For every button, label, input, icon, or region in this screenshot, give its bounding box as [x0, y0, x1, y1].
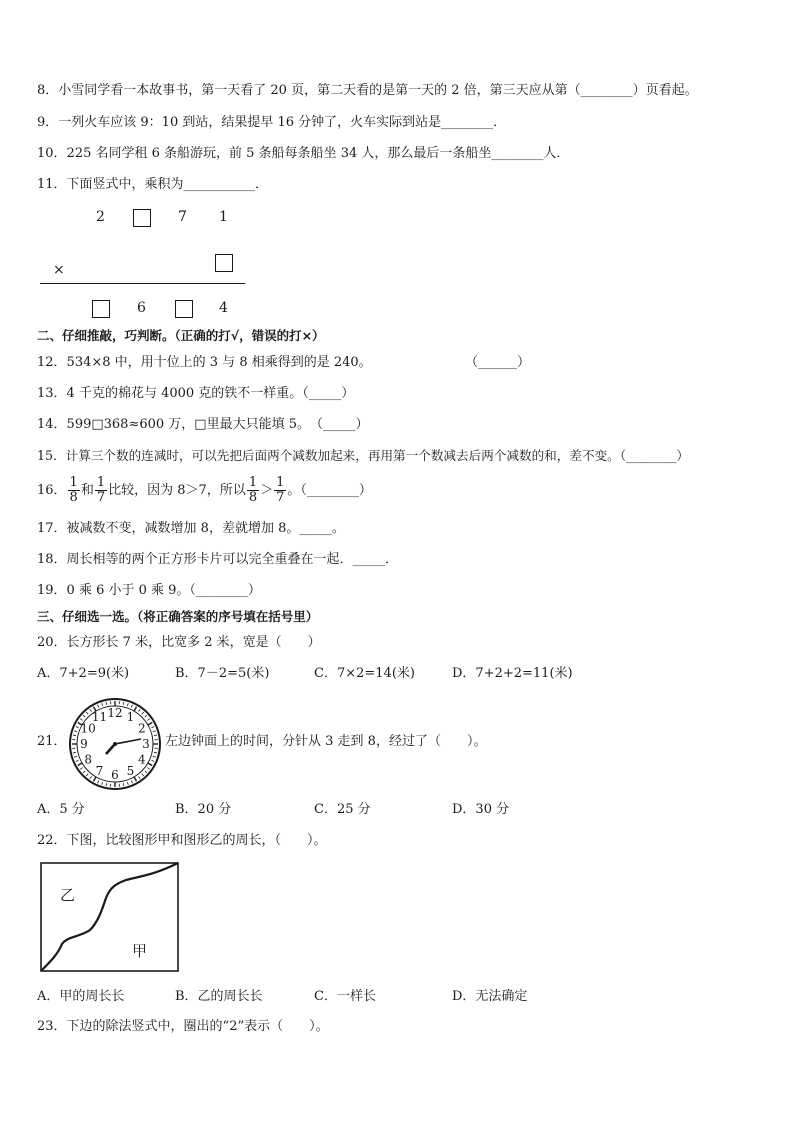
text: 比较，因为 8＞7，所以 — [108, 483, 246, 498]
fraction — [68, 476, 80, 505]
question-9: 9．一列火车应该 9：10 到站，结果提早 16 分钟了，火车实际到站是________． — [37, 115, 507, 130]
option-c: C．7×2=14(米) — [314, 666, 415, 681]
question-20: 20．长方形长 7 米，比宽多 2 米，宽是（ ） — [37, 635, 321, 650]
blank-box — [133, 209, 151, 227]
text: 。（________） — [287, 483, 372, 498]
option-a: A．5 分 — [37, 802, 85, 817]
question-14: 14．599□368≈600 万，□里最大只能填 5。 （_____） — [37, 417, 369, 432]
numerator: 1 — [69, 475, 78, 490]
question-18: 18．周长相等的两个正方形卡片可以完全重叠在一起．_____． — [37, 552, 399, 567]
denominator: 8 — [69, 490, 78, 505]
numerator: 1 — [248, 475, 258, 490]
clock-number: 6 — [111, 768, 119, 782]
shape-diagram — [40, 862, 180, 974]
label-jia: 甲 — [132, 942, 148, 960]
option-d: D．无法确定 — [452, 989, 528, 1004]
section-3-heading: 三、仔细选一选。（将正确答案的序号填在括号里） — [37, 609, 319, 624]
clock-number: 5 — [126, 763, 135, 778]
option-c: C．25 分 — [314, 802, 371, 817]
clock-number: 12 — [107, 706, 123, 720]
question-17: 17．被减数不变，减数增加 8，差就增加 8。_____。 — [37, 521, 345, 536]
digit: 1 — [219, 209, 228, 225]
digit: 4 — [219, 300, 228, 316]
question-23: 23．下边的除法竖式中，圈出的“2”表示（ ）。 — [37, 1019, 329, 1034]
clock-number: 9 — [80, 737, 88, 751]
clock-number: 8 — [84, 752, 92, 767]
denominator: 8 — [248, 490, 258, 505]
question-13: 13．4 千克的棉花与 4000 克的铁不一样重。（_____） — [37, 386, 355, 401]
question-16 — [37, 474, 372, 508]
denominator: 7 — [96, 490, 106, 505]
numerator: 1 — [96, 475, 106, 490]
option-b: B．20 分 — [175, 802, 232, 817]
question-22: 22．下图，比较图形甲和图形乙的周长，（ ）。 — [37, 833, 327, 848]
option-a: A．7+2=9(米) — [37, 666, 130, 681]
clock-number: 10 — [80, 721, 96, 736]
fraction — [247, 476, 259, 505]
equals-rule — [40, 283, 245, 284]
clock-number: 4 — [138, 752, 146, 767]
blank-box — [215, 254, 233, 272]
clock-number: 2 — [138, 721, 146, 736]
fraction — [95, 476, 107, 505]
option-a: A．甲的周长长 — [37, 989, 125, 1004]
question-21-text: 左边钟面上的时间，分针从 3 走到 8，经过了（ ）。 — [165, 734, 487, 749]
fraction — [274, 476, 286, 505]
question-15: 15．计算三个数的连减时，可以先把后面两个减数加起来，再用第一个数减去后两个减数的和，差不变。（________） — [37, 448, 690, 463]
clock-number: 3 — [142, 737, 150, 751]
question-21-number: 21． — [37, 734, 67, 749]
label-yi: 乙 — [60, 886, 76, 904]
question-12-blank: （______） — [465, 355, 531, 370]
denominator: 7 — [276, 490, 285, 505]
text: 和 — [80, 483, 94, 498]
question-11: 11．下面竖式中，乘积为___________． — [37, 177, 269, 192]
option-c: C．一样长 — [314, 989, 376, 1004]
digit: 7 — [178, 209, 187, 225]
numerator: 1 — [276, 475, 285, 490]
question-12: 12．534×8 中，用十位上的 3 与 8 相乘得到的是 240。 — [37, 355, 372, 370]
digit: 2 — [96, 209, 105, 225]
question-10: 10．225 名同学租 6 条船游玩，前 5 条船每条船坐 34 人，那么最后一条船坐________人． — [37, 146, 570, 161]
digit: 6 — [137, 300, 146, 316]
blank-box — [92, 300, 110, 318]
option-d: D．30 分 — [452, 802, 510, 817]
clock-number: 11 — [91, 710, 108, 725]
times-sign: × — [53, 262, 65, 278]
clock-number: 7 — [95, 763, 104, 778]
section-2-heading: 二、仔细推敲，巧判断。（正确的打√，错误的打×） — [37, 328, 325, 343]
clock-number: 1 — [126, 710, 135, 725]
text: ＞ — [260, 483, 274, 498]
option-b: B．乙的周长长 — [175, 989, 263, 1004]
option-b: B．7－2=5(米) — [175, 666, 270, 681]
option-d: D．7+2+2=11(米) — [452, 666, 573, 681]
question-number: 16． — [37, 483, 67, 498]
question-19: 19．0 乘 6 小于 0 乘 9。（________） — [37, 583, 261, 598]
clock-face — [68, 697, 162, 791]
blank-box — [175, 300, 193, 318]
question-8: 8．小雪同学看一本故事书，第一天看了 20 页，第二天看的是第一天的 2 倍，第三天应从第（________）页看起。 — [37, 83, 698, 98]
